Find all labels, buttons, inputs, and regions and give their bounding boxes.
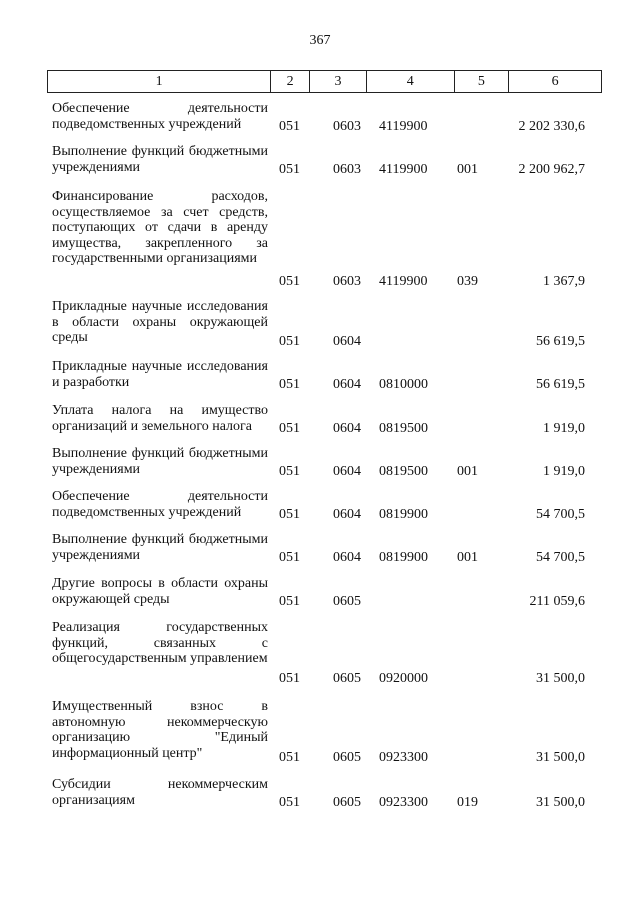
row-col-3: 0605	[333, 750, 361, 765]
row-col-2: 051	[279, 119, 300, 134]
row-col-4: 0810000	[379, 377, 428, 392]
row-col-2: 051	[279, 507, 300, 522]
row-name: Выполнение функций бюджетными учреждениями	[52, 532, 268, 563]
header-col-6: 6	[551, 74, 559, 89]
row-col-5: 001	[457, 550, 478, 565]
row-col-4: 0920000	[379, 671, 428, 686]
header-col-1: 1	[48, 71, 271, 92]
row-col-4: 0819500	[379, 464, 428, 479]
row-col-3: 0603	[333, 162, 361, 177]
row-col-3: 0604	[333, 464, 361, 479]
row-col-4: 0819900	[379, 507, 428, 522]
row-col-2: 051	[279, 421, 300, 436]
row-name: Финансирование расходов, осуществляемое за счет средств, поступающих от сдачи в аренду имущества, закрепленного за государственными организациями	[52, 189, 268, 266]
row-col-4: 0819900	[379, 550, 428, 565]
row-name: Прикладные научные исследования в области охраны окружающей среды	[52, 299, 268, 345]
row-name: Прикладные научные исследования и разработки	[52, 359, 268, 390]
row-name: Выполнение функций бюджетными учреждениями	[52, 446, 268, 477]
row-col-6: 1 919,0	[543, 421, 585, 436]
row-col-2: 051	[279, 377, 300, 392]
row-name: Имущественный взнос в автономную некоммерческую организацию "Единый информационный центр"	[52, 699, 268, 761]
row-col-3: 0605	[333, 594, 361, 609]
row-col-4: 0923300	[379, 795, 428, 810]
row-col-3: 0604	[333, 334, 361, 349]
row-col-4: 0923300	[379, 750, 428, 765]
row-col-3: 0604	[333, 507, 361, 522]
header-col-5: 5	[455, 71, 510, 92]
row-col-2: 051	[279, 334, 300, 349]
row-col-4: 4119900	[379, 119, 428, 134]
row-name: Реализация государственных функций, связанных с общегосударственным управлением	[52, 620, 268, 666]
row-col-3: 0604	[333, 377, 361, 392]
row-col-2: 051	[279, 274, 300, 289]
row-col-2: 051	[279, 594, 300, 609]
row-col-2: 051	[279, 550, 300, 565]
row-name: Уплата налога на имущество организаций и земельного налога	[52, 403, 268, 434]
row-col-4: 0819500	[379, 421, 428, 436]
header-col-2: 2	[271, 71, 310, 92]
row-col-6: 31 500,0	[536, 671, 585, 686]
row-col-3: 0605	[333, 795, 361, 810]
row-col-3: 0604	[333, 550, 361, 565]
row-col-6: 1 919,0	[543, 464, 585, 479]
header-col-3: 3	[310, 71, 367, 92]
row-col-6: 54 700,5	[536, 550, 585, 565]
row-name: Другие вопросы в области охраны окружающей среды	[52, 576, 268, 607]
row-col-2: 051	[279, 671, 300, 686]
page-number: 367	[309, 33, 331, 48]
row-col-3: 0605	[333, 671, 361, 686]
row-col-6: 56 619,5	[536, 334, 585, 349]
table-header	[47, 70, 602, 93]
row-col-5: 001	[457, 162, 478, 177]
row-col-6: 31 500,0	[536, 750, 585, 765]
row-col-6: 2 202 330,6	[518, 119, 585, 134]
row-col-6: 54 700,5	[536, 507, 585, 522]
row-col-2: 051	[279, 795, 300, 810]
row-col-6: 211 059,6	[529, 594, 585, 609]
row-col-5: 019	[457, 795, 478, 810]
row-name: Субсидии некоммерческим организациям	[52, 777, 268, 808]
row-col-6: 56 619,5	[536, 377, 585, 392]
row-col-6: 31 500,0	[536, 795, 585, 810]
row-col-6: 2 200 962,7	[518, 162, 585, 177]
row-col-4: 4119900	[379, 274, 428, 289]
row-col-3: 0603	[333, 119, 361, 134]
row-name: Обеспечение деятельности подведомственных учреждений	[52, 101, 268, 132]
row-name: Обеспечение деятельности подведомственных учреждений	[52, 489, 268, 520]
row-name: Выполнение функций бюджетными учреждениями	[52, 144, 268, 175]
row-col-2: 051	[279, 464, 300, 479]
row-col-4: 4119900	[379, 162, 428, 177]
row-col-6: 1 367,9	[543, 274, 585, 289]
header-col-4: 4	[367, 71, 455, 92]
row-col-2: 051	[279, 750, 300, 765]
row-col-5: 001	[457, 464, 478, 479]
row-col-5: 039	[457, 274, 478, 289]
row-col-2: 051	[279, 162, 300, 177]
row-col-3: 0603	[333, 274, 361, 289]
row-col-3: 0604	[333, 421, 361, 436]
